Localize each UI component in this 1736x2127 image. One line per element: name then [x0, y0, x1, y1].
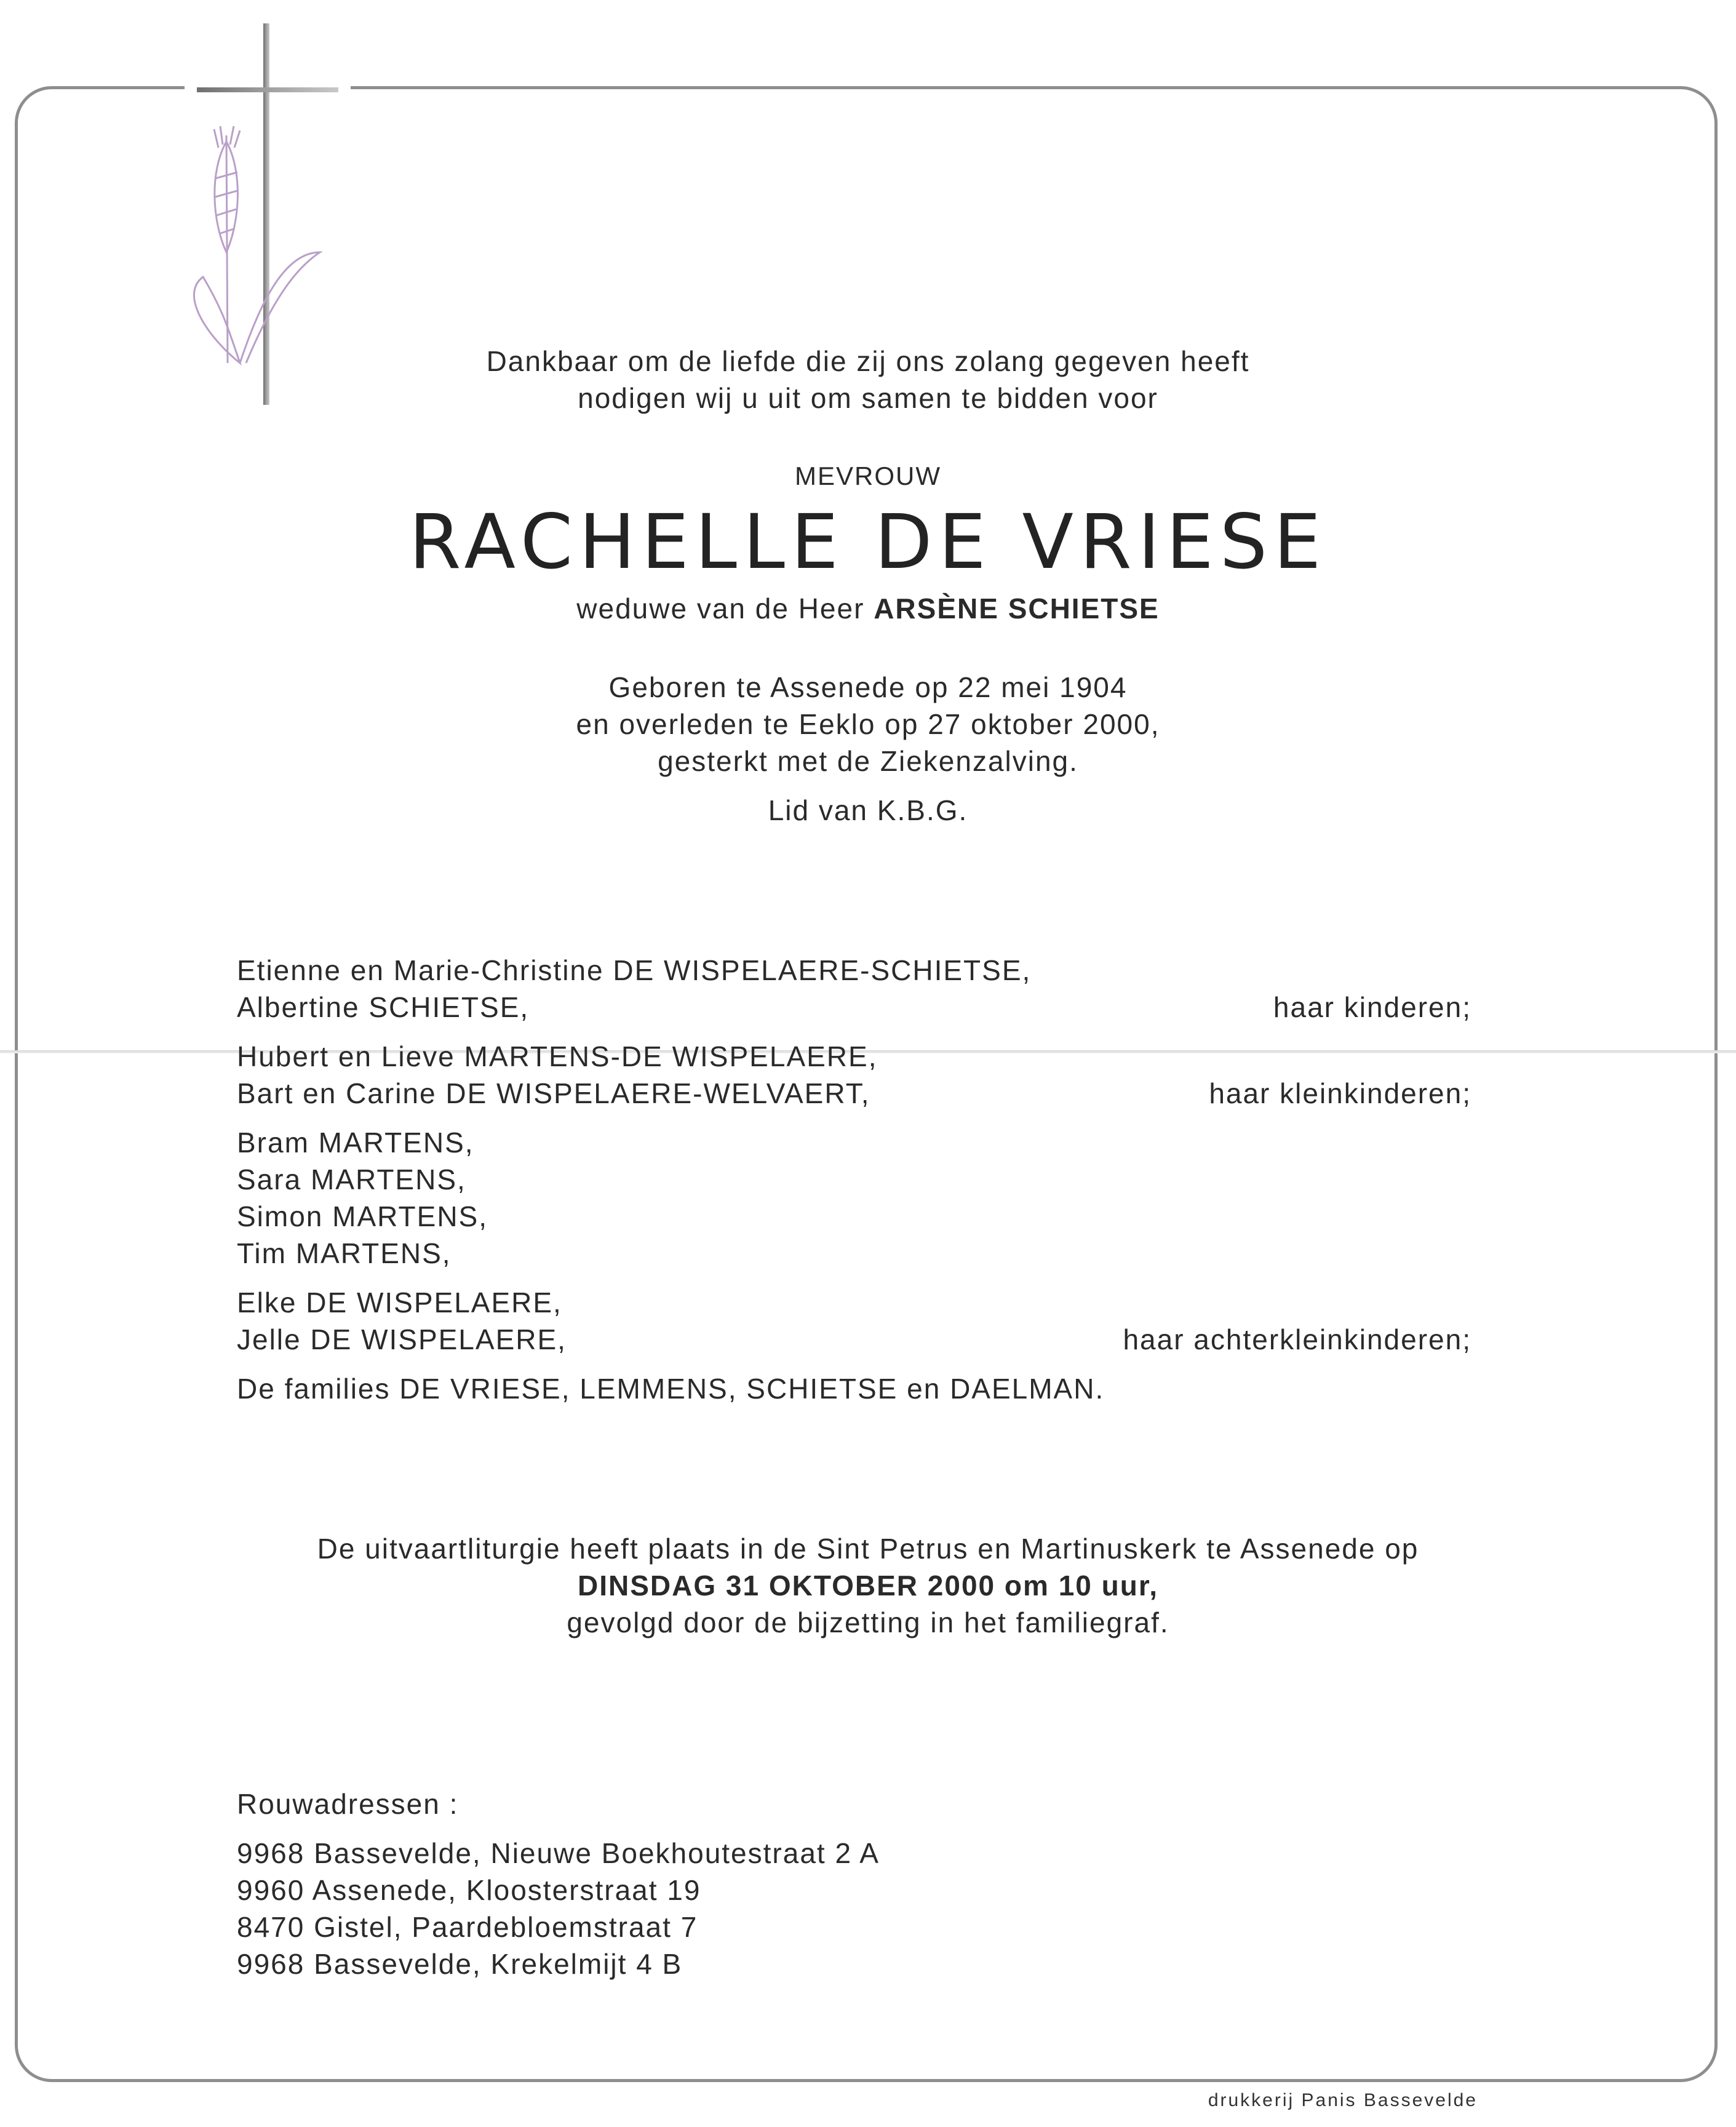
address-1: 9968 Bassevelde, Nieuwe Boekhoutestraat 2 A	[237, 1837, 880, 1869]
title-mevrouw: MEVROUW	[795, 461, 941, 490]
funeral-date: DINSDAG 31 OKTOBER 2000 om 10 uur,	[578, 1570, 1158, 1602]
born-line: Geboren te Assenede op 22 mei 1904	[608, 671, 1128, 703]
intro-line-1: Dankbaar om de liefde die zij ons zolang gegeven heeft	[486, 345, 1250, 377]
great-grandchild-5: Elke DE WISPELAERE,	[237, 1287, 562, 1319]
funeral-line-3: gevolgd door de bijzetting in het familiegraf.	[567, 1606, 1169, 1638]
grandchild-1: Hubert en Lieve MARTENS-DE WISPELAERE,	[237, 1040, 878, 1072]
child-2: Albertine SCHIETSE,	[237, 991, 530, 1023]
sacrament-line: gesterkt met de Ziekenzalving.	[658, 745, 1078, 777]
great-grandchild-4: Tim MARTENS,	[237, 1237, 452, 1269]
address-3: 8470 Gistel, Paardebloemstraat 7	[237, 1911, 698, 1943]
printer-credit: drukkerij Panis Bassevelde	[1208, 2090, 1478, 2110]
wheat-icon	[194, 126, 320, 363]
families-line: De families DE VRIESE, LEMMENS, SCHIETSE en DAELMAN.	[237, 1373, 1105, 1405]
funeral-line-1: De uitvaartliturgie heeft plaats in de Sint Petrus en Martinuskerk te Assenede op	[317, 1533, 1419, 1565]
addresses-heading: Rouwadressen :	[237, 1788, 459, 1820]
great-grandchildren-label: haar achterkleinkinderen;	[1123, 1323, 1471, 1355]
great-grandchild-2: Sara MARTENS,	[237, 1163, 466, 1195]
children-label: haar kinderen;	[1273, 991, 1471, 1023]
grandchildren-label: haar kleinkinderen;	[1209, 1077, 1471, 1109]
child-1: Etienne en Marie-Christine DE WISPELAERE-SCHIETSE,	[237, 954, 1032, 986]
great-grandchild-1: Bram MARTENS,	[237, 1127, 474, 1159]
intro-line-2: nodigen wij u uit om samen te bidden voor	[578, 382, 1158, 414]
cross-horizontal	[197, 87, 338, 92]
grandchild-2: Bart en Carine DE WISPELAERE-WELVAERT,	[237, 1077, 870, 1109]
died-line: en overleden te Eeklo op 27 oktober 2000,	[576, 708, 1160, 740]
widow-prefix: weduwe van de Heer	[576, 593, 865, 625]
spouse-name: ARSÈNE SCHIETSE	[874, 593, 1160, 625]
widow-line	[0, 592, 1736, 625]
membership-line: Lid van K.B.G.	[768, 794, 968, 826]
great-grandchild-3: Simon MARTENS,	[237, 1200, 488, 1232]
great-grandchild-6: Jelle DE WISPELAERE,	[237, 1323, 567, 1355]
address-4: 9968 Bassevelde, Krekelmijt 4 B	[237, 1948, 683, 1980]
deceased-name: RACHELLE DE VRIESE	[408, 498, 1328, 586]
address-2: 9960 Assenede, Kloosterstraat 19	[237, 1874, 701, 1906]
